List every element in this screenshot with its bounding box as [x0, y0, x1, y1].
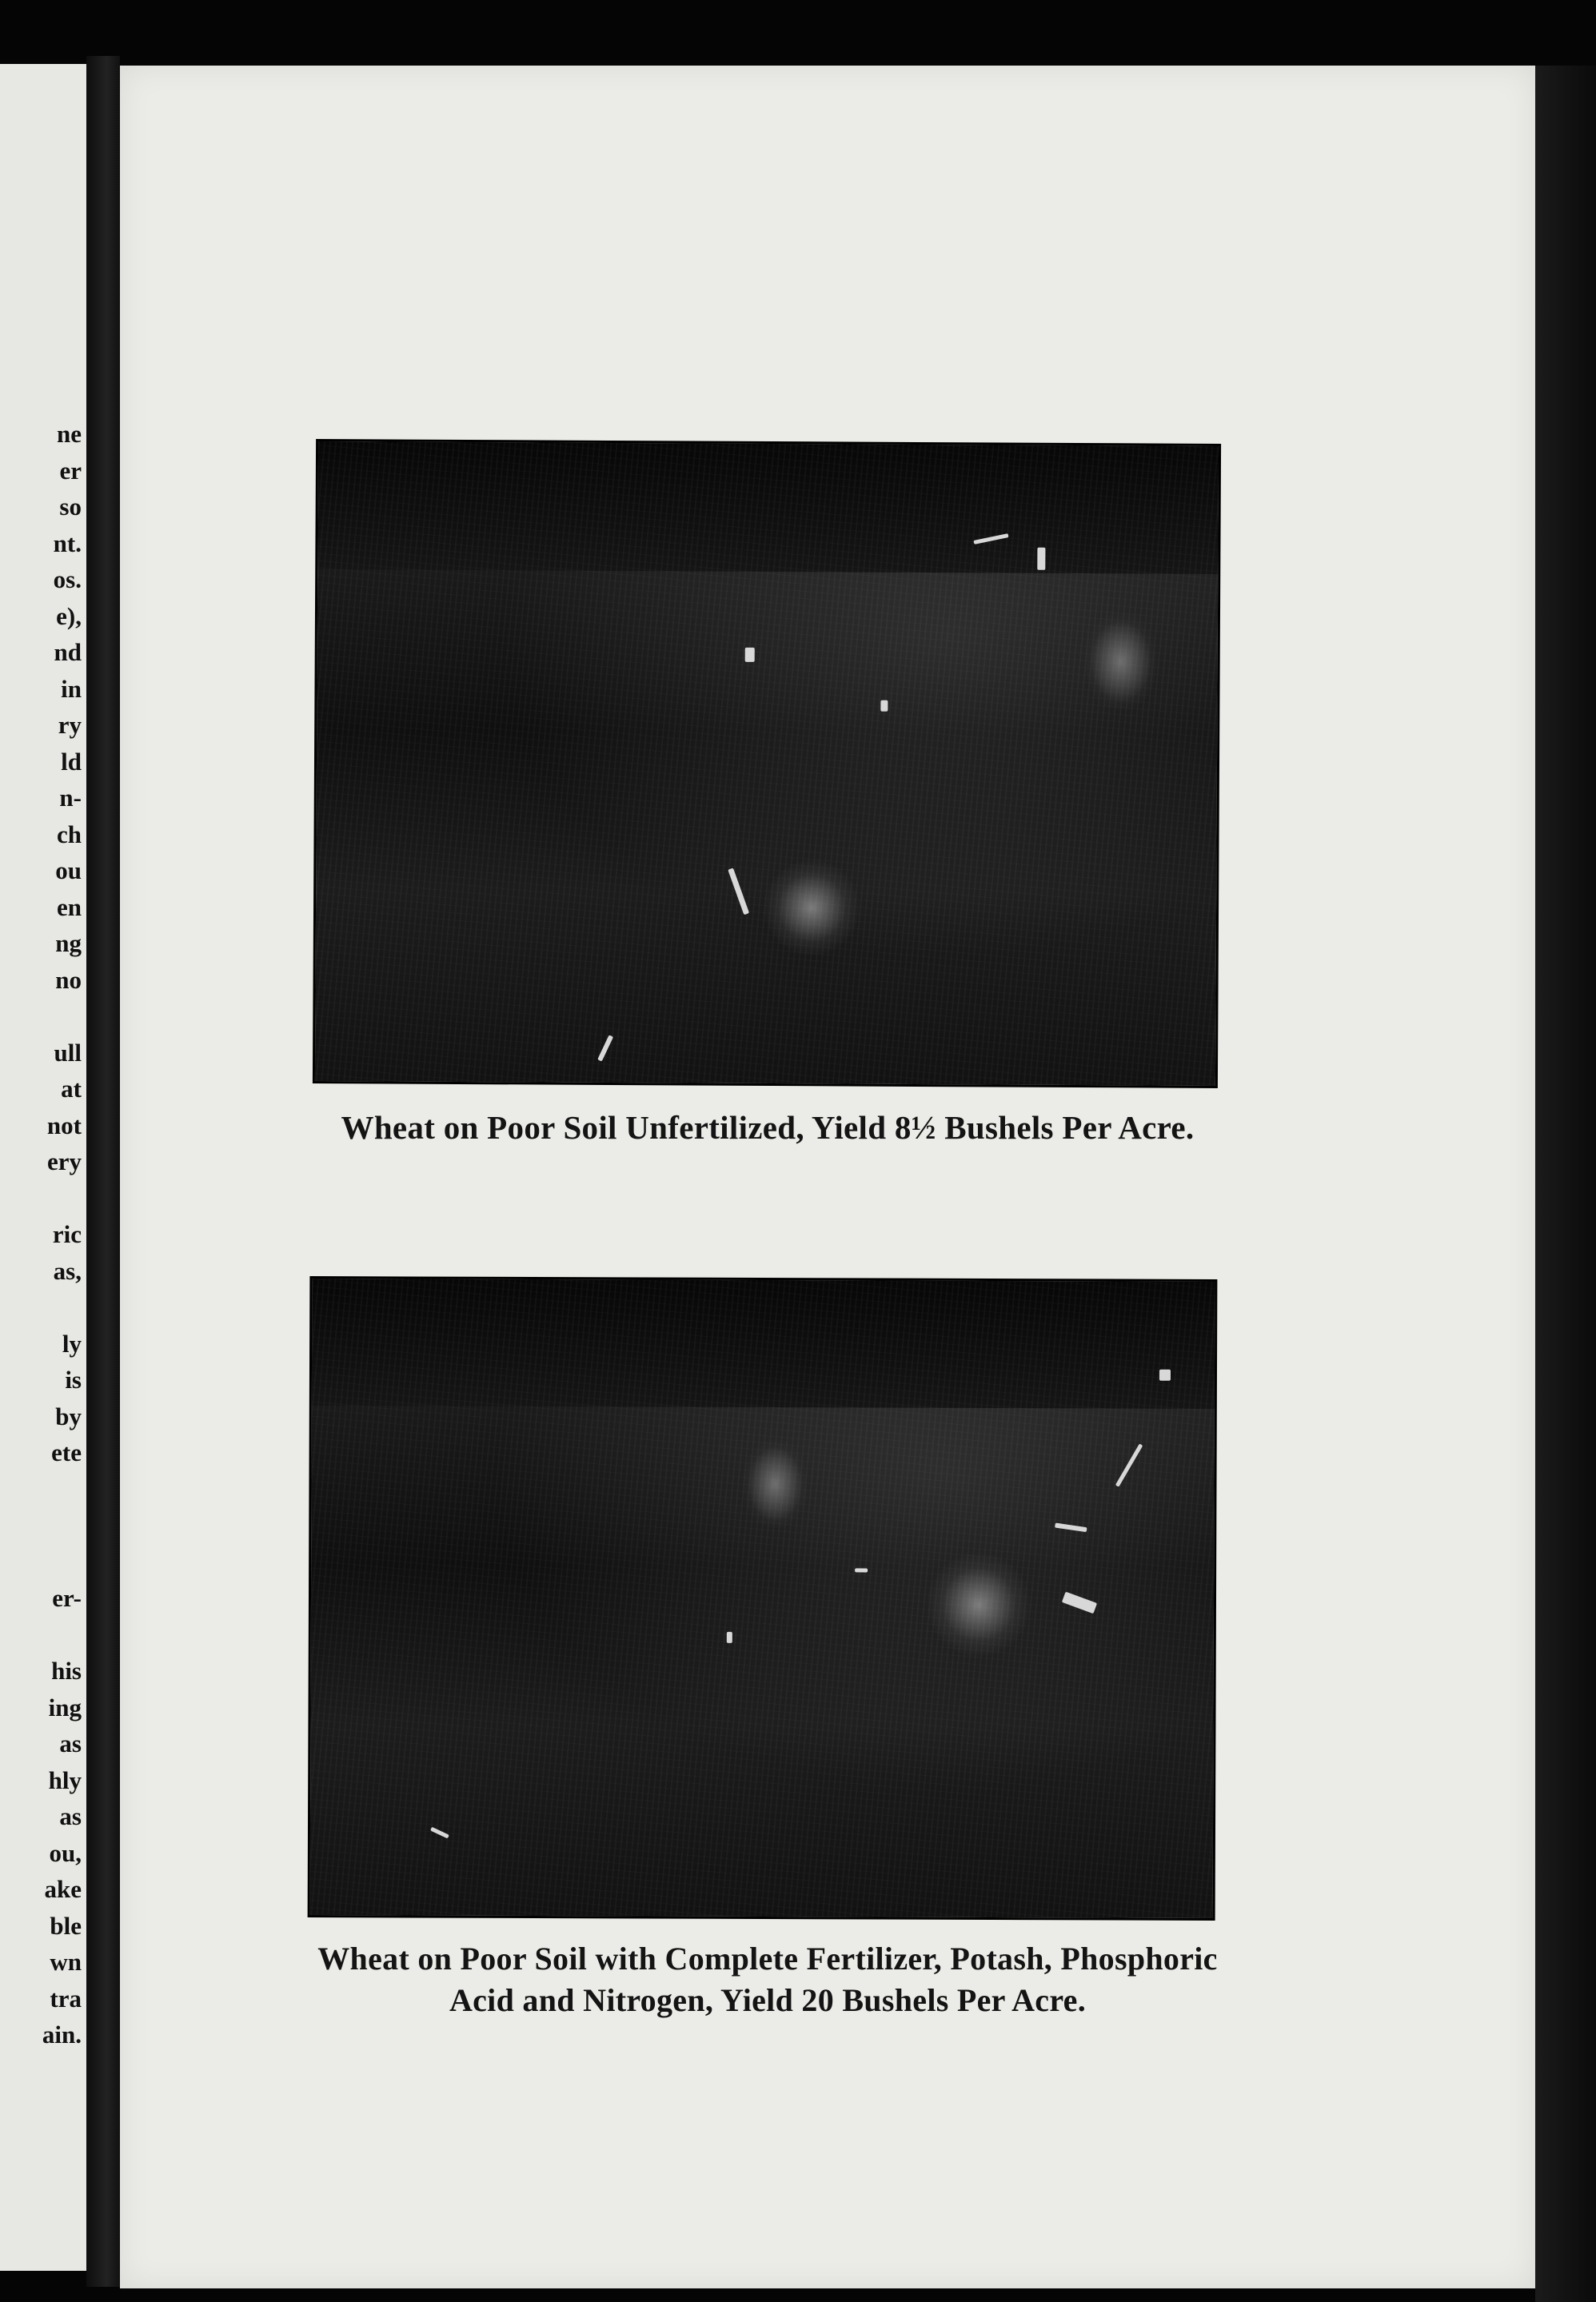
previous-page-line: os. — [53, 565, 82, 593]
photo-caption-2 — [296, 1938, 1239, 2021]
previous-page-line — [0, 1289, 82, 1326]
previous-page-line: nd — [54, 638, 82, 666]
previous-page-line — [0, 1544, 82, 1581]
previous-page-line — [0, 998, 82, 1035]
previous-page-line: as, — [53, 1256, 82, 1285]
previous-page-line: ou — [55, 856, 82, 884]
previous-page-line: ou, — [49, 1838, 82, 1867]
previous-page-line: ain. — [42, 2021, 82, 2049]
previous-page-line: wn — [50, 1948, 82, 1976]
previous-page-line: so — [59, 493, 82, 521]
previous-page-line — [0, 1507, 82, 1544]
previous-page-line: nt. — [53, 529, 82, 557]
photo-wheat-unfertilized — [313, 439, 1221, 1088]
book-gutter — [86, 56, 120, 2287]
previous-page-line: as — [59, 1802, 82, 1830]
previous-page-line: ry — [58, 711, 82, 739]
previous-page-text — [0, 416, 82, 2053]
previous-page-line: en — [57, 892, 82, 921]
page-edge — [1535, 66, 1596, 2302]
previous-page-line: ery — [46, 1147, 82, 1175]
previous-page-line: ull — [54, 1038, 82, 1067]
photo-caption-1: Wheat on Poor Soil Unfertilized, Yield 8½ Bushels Per Acre. — [341, 1109, 1195, 1146]
previous-page-line — [0, 1180, 82, 1217]
previous-page-line: ake — [44, 1875, 82, 1903]
previous-page-line: no — [55, 965, 82, 994]
farmer-figure — [1084, 613, 1157, 709]
previous-page-line: tra — [50, 1984, 82, 2013]
previous-page-line: not — [46, 1111, 82, 1139]
previous-page-line: ne — [57, 420, 82, 448]
previous-page-line: ng — [55, 929, 82, 957]
caption-2-line-2: Acid and Nitrogen, Yield 20 Bushels Per Acre. — [449, 1982, 1087, 2018]
farmer-figure — [743, 1440, 807, 1528]
previous-page-line: er — [59, 456, 82, 485]
previous-page-line: in — [61, 674, 82, 703]
previous-page-line: as — [59, 1729, 82, 1757]
previous-page-line: ble — [50, 1911, 82, 1940]
previous-page-line: ld — [61, 747, 82, 776]
previous-page-fragment — [0, 64, 86, 2271]
previous-page-line — [0, 1617, 82, 1654]
previous-page-line: ch — [57, 820, 82, 848]
previous-page-line: ric — [52, 1220, 82, 1248]
previous-page-line: is — [65, 1366, 82, 1394]
previous-page-line: ing — [48, 1693, 82, 1722]
caption-2-line-1: Wheat on Poor Soil with Complete Fertilizer, Potash, Phosphoric — [317, 1941, 1218, 1977]
photo-wheat-fertilized — [308, 1276, 1218, 1921]
previous-page-line: ete — [51, 1438, 82, 1466]
previous-page-line: hly — [48, 1765, 82, 1794]
previous-page-line — [0, 1471, 82, 1508]
previous-page-line: his — [51, 1657, 82, 1685]
previous-page-line: e), — [56, 601, 82, 630]
previous-page-line: er- — [52, 1584, 82, 1612]
previous-page-line: by — [55, 1402, 82, 1430]
previous-page-line: ly — [62, 1329, 82, 1358]
previous-page-line: at — [61, 1075, 82, 1103]
previous-page-line: n- — [59, 784, 82, 812]
